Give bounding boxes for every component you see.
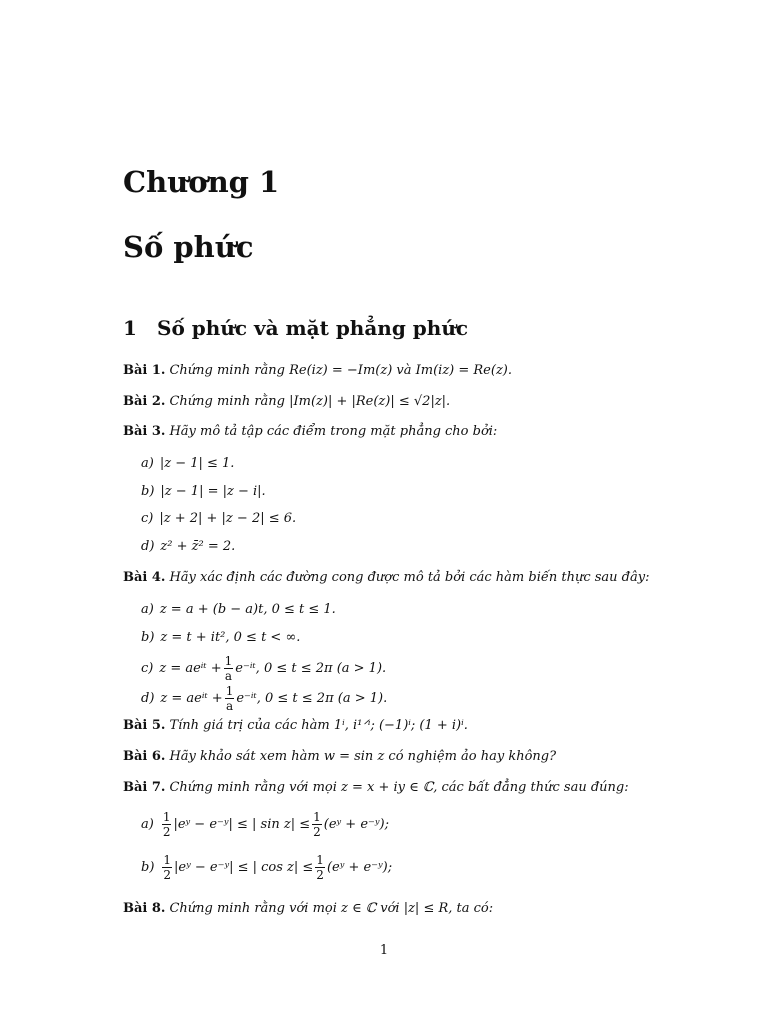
item-tag: b) (141, 484, 155, 499)
item-tag: c) (141, 661, 154, 676)
fraction-denominator: a (224, 669, 233, 683)
list-item (141, 485, 266, 498)
item-text: |z − 1| ≤ 1. (159, 456, 235, 471)
item-text-pre: z = aeⁱᵗ + (159, 661, 222, 676)
chapter-label: Chương 1 (123, 165, 280, 199)
item-text-right: (eʸ + e⁻ʸ); (323, 817, 389, 832)
fraction-denominator: 2 (163, 868, 172, 882)
item-tag: a) (141, 602, 154, 617)
fraction-numerator: 1 (162, 810, 171, 824)
fraction (162, 853, 172, 882)
fraction-numerator: 1 (224, 654, 233, 668)
item-text: z = t + it², 0 ≤ t < ∞. (160, 630, 301, 645)
list-item (141, 603, 336, 616)
item-text-left: |eʸ − e⁻ʸ| ≤ | sin z| ≤ (173, 817, 311, 832)
list-item (141, 540, 235, 553)
exercise-text: Hãy khảo sát xem hàm w = sin z có nghiệm ảo hay không? (169, 749, 557, 764)
fraction (315, 853, 325, 882)
list-item (141, 810, 389, 839)
fraction-denominator: 2 (313, 825, 321, 839)
fraction-numerator: 1 (225, 684, 234, 698)
exercise-5 (123, 719, 468, 732)
fraction-numerator: 1 (163, 853, 172, 867)
exercise-text: Chứng minh rằng |Im(z)| + |Re(z)| ≤ √2|z|. (169, 394, 451, 409)
list-item (141, 853, 392, 882)
exercise-label: Bài 8. (123, 901, 166, 916)
section-heading (123, 318, 468, 338)
fraction (225, 684, 235, 713)
exercise-text: Tính giá trị của các hàm 1ⁱ, i¹ᐟⁱ; (−1)ⁱ; (1 + i)ⁱ. (169, 718, 468, 733)
exercise-6 (123, 750, 556, 763)
exercise-text: Chứng minh rằng Re(iz) = −Im(z) và Im(iz) = Re(z). (169, 363, 512, 378)
list-item (141, 654, 386, 683)
item-tag: b) (141, 630, 155, 645)
section-title: Số phức và mặt phẳng phức (157, 316, 469, 340)
page-number: 1 (379, 943, 389, 958)
fraction-numerator: 1 (316, 853, 324, 867)
exercise-8 (123, 902, 493, 915)
item-tag: d) (141, 691, 155, 706)
chapter-title: Số phức (123, 230, 254, 264)
exercise-label: Bài 6. (123, 749, 166, 764)
exercise-7 (123, 781, 629, 794)
exercise-label: Bài 4. (123, 570, 166, 585)
list-item (141, 512, 296, 525)
list-item (141, 457, 234, 470)
exercise-label: Bài 7. (123, 780, 166, 795)
exercise-3 (123, 425, 497, 438)
item-text-pre: z = aeⁱᵗ + (160, 691, 223, 706)
exercise-label: Bài 5. (123, 718, 166, 733)
exercise-text: Chứng minh rằng với mọi z = x + iy ∈ ℂ, các bất đẳng thức sau đúng: (169, 780, 629, 795)
exercise-label: Bài 1. (123, 363, 166, 378)
exercise-label: Bài 2. (123, 394, 166, 409)
item-tag: b) (141, 860, 155, 875)
fraction-denominator: a (225, 699, 234, 713)
item-text: |z + 2| + |z − 2| ≤ 6. (159, 511, 297, 526)
item-text-post: e⁻ⁱᵗ, 0 ≤ t ≤ 2π (a > 1). (235, 661, 387, 676)
exercise-2 (123, 395, 450, 408)
item-text-right: (eʸ + e⁻ʸ); (326, 860, 393, 875)
fraction (312, 810, 322, 839)
fraction (224, 654, 234, 683)
fraction-denominator: 2 (316, 868, 324, 882)
list-item (141, 631, 300, 644)
item-text-left: |eʸ − e⁻ʸ| ≤ | cos z| ≤ (174, 860, 314, 875)
fraction (162, 810, 172, 839)
item-tag: a) (141, 817, 154, 832)
item-text: z² + z̄² = 2. (160, 539, 236, 554)
exercise-label: Bài 3. (123, 424, 166, 439)
exercise-text: Hãy xác định các đường cong được mô tả bởi các hàm biến thực sau đây: (169, 570, 650, 585)
exercise-text: Chứng minh rằng với mọi z ∈ ℂ với |z| ≤ R, ta có: (169, 901, 494, 916)
exercise-1 (123, 364, 512, 377)
item-tag: a) (141, 456, 154, 471)
item-text-post: e⁻ⁱᵗ, 0 ≤ t ≤ 2π (a > 1). (236, 691, 388, 706)
item-tag: c) (141, 511, 154, 526)
fraction-numerator: 1 (313, 810, 321, 824)
item-tag: d) (141, 539, 155, 554)
fraction-denominator: 2 (162, 825, 171, 839)
item-text: z = a + (b − a)t, 0 ≤ t ≤ 1. (159, 602, 336, 617)
section-number: 1 (123, 316, 137, 340)
item-text: |z − 1| = |z − i|. (160, 484, 266, 499)
exercise-text: Hãy mô tả tập các điểm trong mặt phẳng cho bởi: (169, 424, 498, 439)
list-item (141, 684, 387, 713)
exercise-4 (123, 571, 649, 584)
